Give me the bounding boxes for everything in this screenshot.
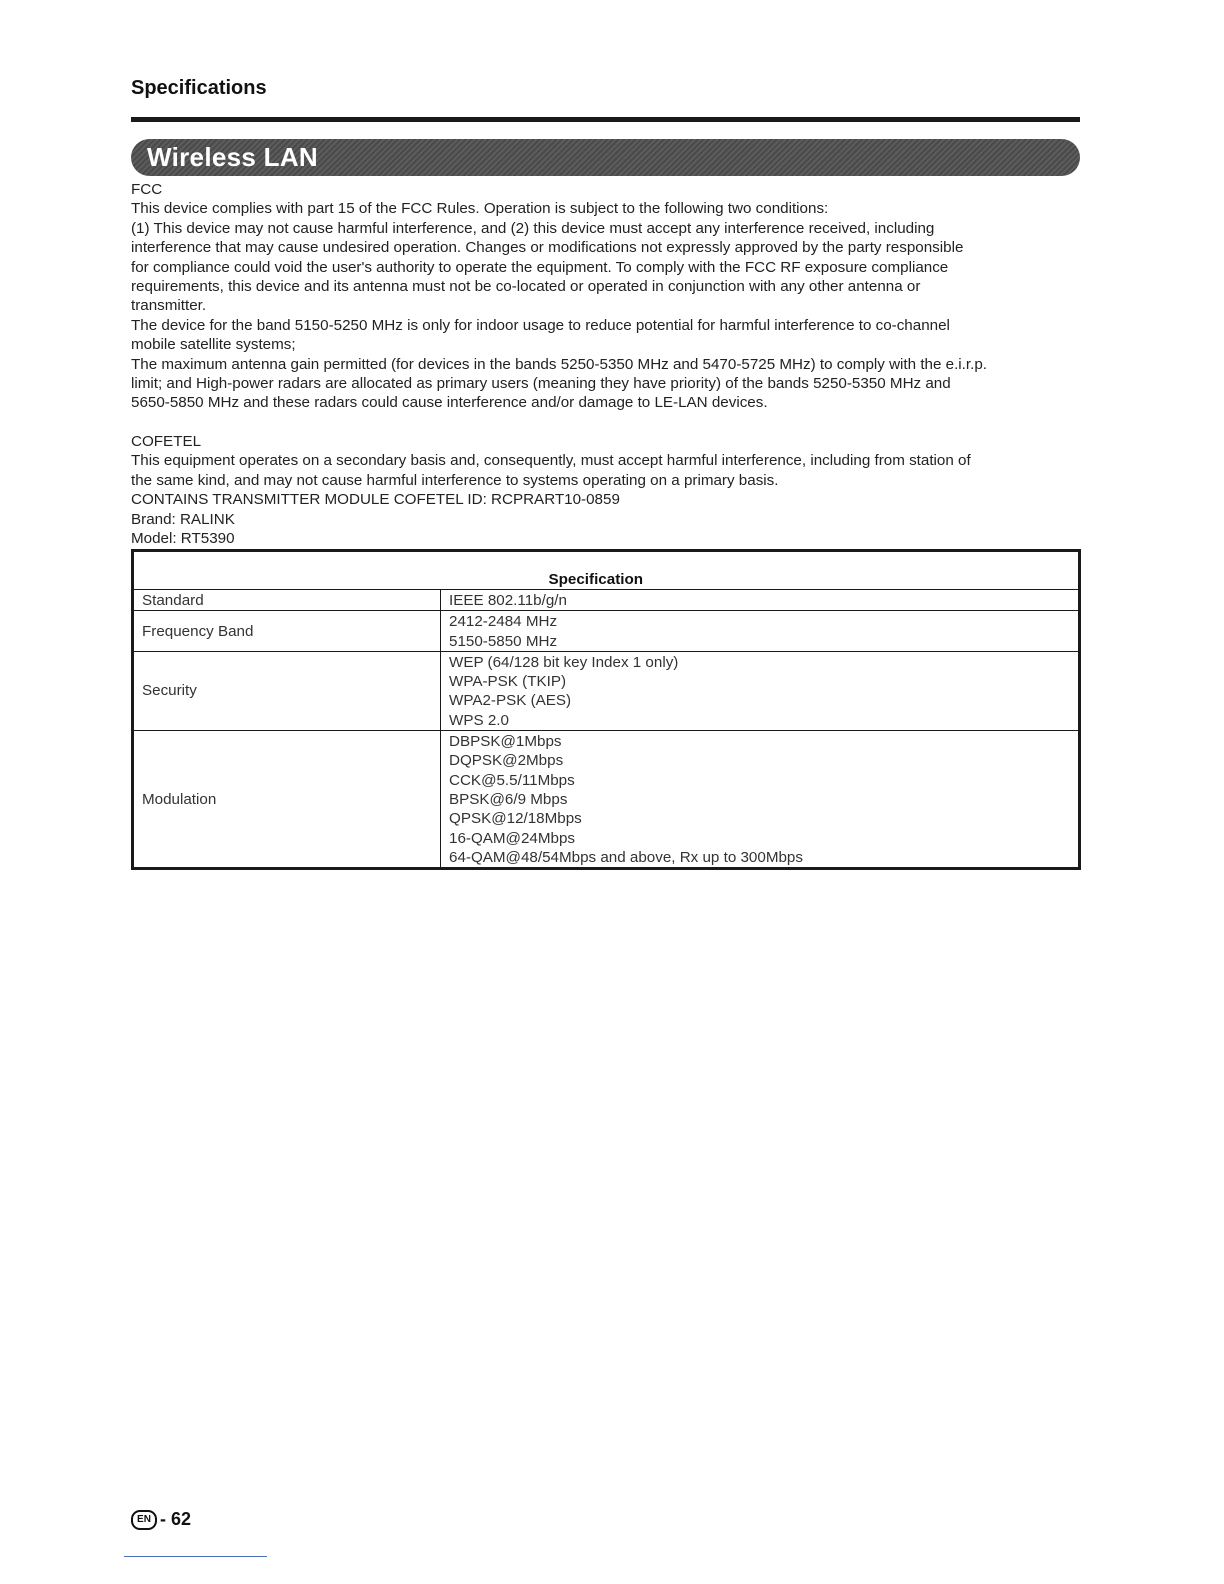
section-banner [131, 139, 1080, 176]
table-header-row [133, 551, 1080, 590]
cofetel-model: Model: RT5390 [131, 529, 235, 547]
value-line: CCK@5.5/11Mbps [449, 771, 575, 789]
table-header-empty-cell [133, 551, 441, 590]
cofetel-line: the same kind, and may not cause harmful interference to systems operating on a primary basis. [131, 471, 779, 489]
row-label-frequency-band: Frequency Band [133, 611, 441, 652]
cofetel-brand: Brand: RALINK [131, 510, 235, 528]
section-banner-title: Wireless LAN [147, 142, 318, 172]
table-row [133, 731, 1080, 869]
value-line: BPSK@6/9 Mbps [449, 790, 568, 808]
fcc-line: The device for the band 5150-5250 MHz is only for indoor usage to reduce potential for harmful interference to co-channel [131, 316, 950, 334]
fcc-heading: FCC [131, 181, 163, 198]
fcc-line: limit; and High-power radars are allocated as primary users (meaning they have priority) of the bands 5250-5350 MHz and [131, 375, 951, 393]
footer-rule [124, 1556, 267, 1557]
page-section-title: Specifications [131, 77, 267, 99]
value-line: WEP (64/128 bit key Index 1 only) [449, 653, 679, 671]
fcc-line: 5650-5850 MHz and these radars could cause interference and/or damage to LE-LAN devices. [131, 394, 768, 412]
specification-table [131, 549, 1081, 870]
paragraph-gap [131, 413, 1086, 432]
row-label-standard: Standard [133, 590, 441, 611]
value-line: DBPSK@1Mbps [449, 733, 562, 751]
value-line: 5150-5850 MHz [449, 632, 558, 650]
value-line: DQPSK@2Mbps [449, 752, 564, 770]
fcc-line: The maximum antenna gain permitted (for devices in the bands 5250-5350 MHz and 5470-5725 MHz) to comply with the e.i.r.p. [131, 355, 988, 373]
row-label-modulation: Modulation [133, 731, 441, 869]
value-line: 64-QAM@48/54Mbps and above, Rx up to 300Mbps [449, 848, 803, 866]
fcc-line: for compliance could void the user's authority to operate the equipment. To comply with the FCC RF exposure compliance [131, 258, 949, 276]
row-label-security: Security [133, 651, 441, 730]
value-line: IEEE 802.11b/g/n [449, 592, 567, 609]
table-row [133, 651, 1080, 730]
fcc-line: mobile satellite systems; [131, 336, 296, 354]
fcc-line: This device complies with part 15 of the FCC Rules. Operation is subject to the following two conditions: [131, 200, 829, 218]
value-line: WPS 2.0 [449, 711, 509, 729]
value-line: WPA-PSK (TKIP) [449, 673, 567, 691]
table-header: Specification [441, 551, 1080, 590]
language-badge-icon: EN [131, 1510, 157, 1530]
row-value-standard [441, 590, 1080, 611]
fcc-line: transmitter. [131, 297, 207, 315]
row-value-frequency-band [441, 611, 1080, 652]
fcc-line: (1) This device may not cause harmful interference, and (2) this device must accept any interference received, including [131, 219, 935, 237]
page-number: - 62 [160, 1509, 192, 1529]
page-footer [131, 1509, 191, 1530]
value-line: 2412-2484 MHz [449, 613, 558, 631]
cofetel-heading: COFETEL [131, 432, 202, 450]
body-text [131, 180, 1086, 548]
value-line: WPA2-PSK (AES) [449, 692, 572, 710]
cofetel-module-id: CONTAINS TRANSMITTER MODULE COFETEL ID: RCPRART10-0859 [131, 491, 620, 509]
header-divider [131, 117, 1080, 122]
value-line: 16-QAM@24Mbps [449, 829, 575, 847]
fcc-line: interference that may cause undesired operation. Changes or modifications not expressly approved by the party responsible [131, 239, 964, 257]
fcc-line: requirements, this device and its antenna must not be co-located or operated in conjunction with any other antenna or [131, 278, 921, 296]
row-value-security [441, 651, 1080, 730]
value-line: QPSK@12/18Mbps [449, 810, 582, 828]
row-value-modulation [441, 731, 1080, 869]
table-row [133, 590, 1080, 611]
table-row [133, 611, 1080, 652]
cofetel-line: This equipment operates on a secondary basis and, consequently, must accept harmful interference, including from station of [131, 452, 971, 470]
